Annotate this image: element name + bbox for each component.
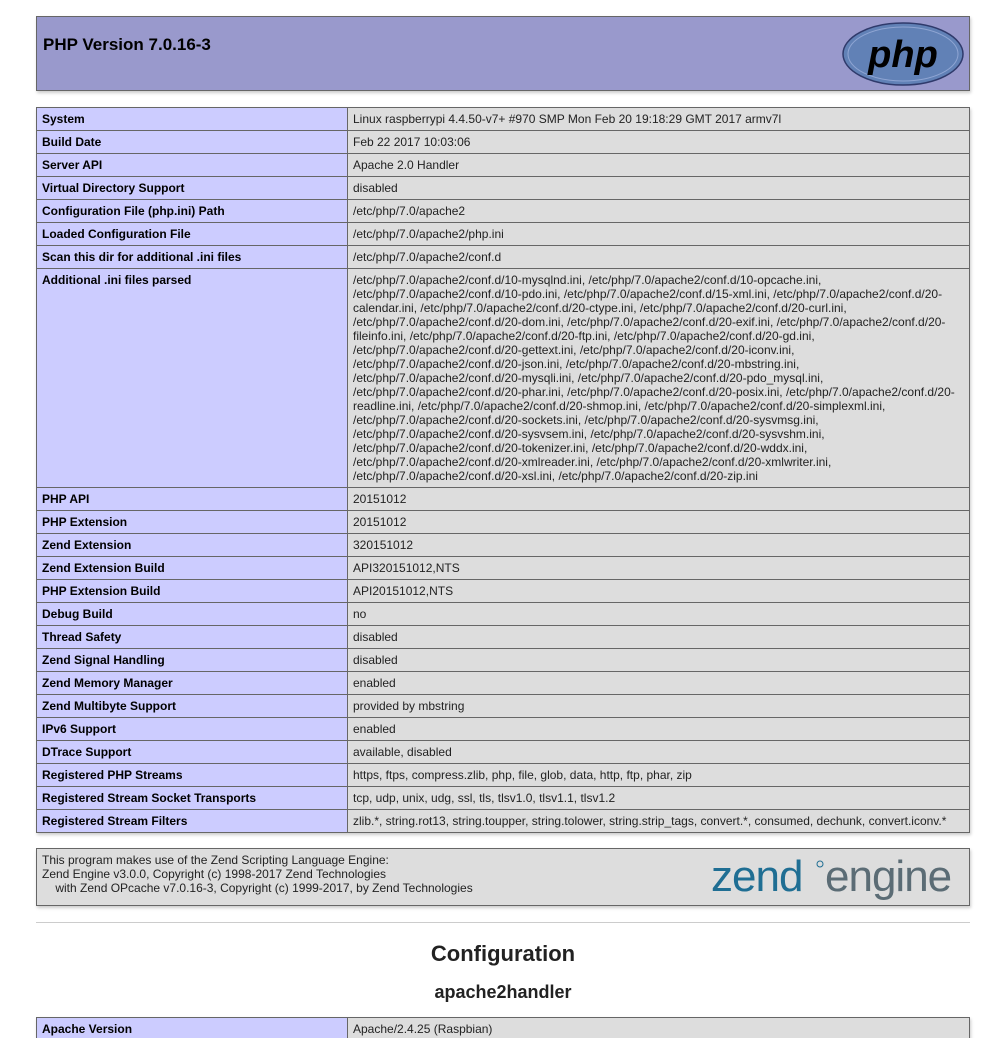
phpinfo-page (36, 16, 970, 1038)
row-label: IPv6 Support (37, 718, 348, 741)
zend-logo-word: zend (711, 854, 803, 901)
table-row (37, 269, 970, 488)
table-row (37, 534, 970, 557)
module-heading: apache2handler (434, 982, 572, 1002)
table-row (37, 200, 970, 223)
zend-engine-box (36, 848, 970, 906)
table-row (37, 741, 970, 764)
row-label: Zend Multibyte Support (37, 695, 348, 718)
row-value: Apache/2.4.25 (Raspbian) (348, 1018, 970, 1038)
row-label: DTrace Support (37, 741, 348, 764)
configuration-heading: Configuration (430, 941, 576, 966)
table-row (37, 810, 970, 833)
row-value: /etc/php/7.0/apache2 (348, 200, 970, 223)
row-value: enabled (348, 718, 970, 741)
row-label: PHP API (37, 488, 348, 511)
row-value: tcp, udp, unix, udg, ssl, tls, tlsv1.0, tlsv1.1, tlsv1.2 (348, 787, 970, 810)
table-row (37, 649, 970, 672)
registered-mark-icon (817, 861, 823, 867)
row-value: Apache 2.0 Handler (348, 154, 970, 177)
row-label: Thread Safety (37, 626, 348, 649)
php-logo-text: php (868, 34, 938, 76)
table-row (37, 154, 970, 177)
table-row (37, 108, 970, 131)
table-row (37, 580, 970, 603)
apache-config-table (36, 1017, 970, 1038)
row-value: Linux raspberrypi 4.4.50-v7+ #970 SMP Mon Feb 20 19:18:29 GMT 2017 armv7l (348, 108, 970, 131)
row-label: Server API (37, 154, 348, 177)
row-label: Zend Memory Manager (37, 672, 348, 695)
zend-engine-logo-icon[interactable] (711, 854, 965, 902)
table-row (37, 488, 970, 511)
info-table (36, 107, 970, 833)
row-label: Scan this dir for additional .ini files (37, 246, 348, 269)
zend-credit-line: Zend Engine v3.0.0, Copyright (c) 1998-2017 Zend Technologies (42, 867, 386, 881)
zend-credit-line: This program makes use of the Zend Scripting Language Engine: (42, 853, 389, 867)
table-row (37, 223, 970, 246)
section-divider (36, 922, 970, 923)
row-label: Registered Stream Filters (37, 810, 348, 833)
row-label: Zend Extension (37, 534, 348, 557)
row-value: zlib.*, string.rot13, string.toupper, string.tolower, string.strip_tags, convert.*, consumed, dechunk, convert.iconv.* (348, 810, 970, 833)
row-value: disabled (348, 626, 970, 649)
row-label: Additional .ini files parsed (37, 269, 348, 488)
info-table-body (37, 108, 970, 833)
row-label: Registered PHP Streams (37, 764, 348, 787)
row-label: Loaded Configuration File (37, 223, 348, 246)
row-label: Registered Stream Socket Transports (37, 787, 348, 810)
table-row (37, 177, 970, 200)
table-row (37, 672, 970, 695)
row-value: https, ftps, compress.zlib, php, file, glob, data, http, ftp, phar, zip (348, 764, 970, 787)
table-row (37, 1018, 970, 1038)
row-value: disabled (348, 649, 970, 672)
row-value: 20151012 (348, 511, 970, 534)
row-value: available, disabled (348, 741, 970, 764)
row-label: Zend Extension Build (37, 557, 348, 580)
table-row (37, 603, 970, 626)
table-row (37, 626, 970, 649)
row-value: 320151012 (348, 534, 970, 557)
table-row (37, 131, 970, 154)
row-label: PHP Extension (37, 511, 348, 534)
row-label: Apache Version (37, 1018, 348, 1038)
row-value: enabled (348, 672, 970, 695)
php-version-header (36, 16, 970, 91)
config-table-body (37, 1018, 970, 1038)
row-label: Debug Build (37, 603, 348, 626)
table-row (37, 787, 970, 810)
row-label: Zend Signal Handling (37, 649, 348, 672)
row-value: disabled (348, 177, 970, 200)
php-logo-icon (842, 22, 964, 86)
row-label: Virtual Directory Support (37, 177, 348, 200)
row-label: Configuration File (php.ini) Path (37, 200, 348, 223)
row-value: no (348, 603, 970, 626)
zend-credits (42, 853, 473, 895)
table-row (37, 718, 970, 741)
row-value: 20151012 (348, 488, 970, 511)
table-row (37, 695, 970, 718)
row-value: /etc/php/7.0/apache2/php.ini (348, 223, 970, 246)
table-row (37, 511, 970, 534)
table-row (37, 764, 970, 787)
zend-credit-line: with Zend OPcache v7.0.16-3, Copyright (c) 1999-2017, by Zend Technologies (42, 881, 473, 895)
row-label: Build Date (37, 131, 348, 154)
row-value: API20151012,NTS (348, 580, 970, 603)
table-row (37, 246, 970, 269)
row-label: PHP Extension Build (37, 580, 348, 603)
row-value: provided by mbstring (348, 695, 970, 718)
table-row (37, 557, 970, 580)
row-label: System (37, 108, 348, 131)
row-value: API320151012,NTS (348, 557, 970, 580)
row-value: /etc/php/7.0/apache2/conf.d/10-mysqlnd.ini, /etc/php/7.0/apache2/conf.d/10-opcache.ini, /etc/php/7.0/apache2/conf.d/10-pdo.ini, /etc/php/7.0/apache2/conf.d/15-xml.ini, /etc/php/7.0/apache2/conf.d/20-calendar.ini, /etc/php/7.0/apache2/conf.d/20-ctype.ini, /etc/php/7.0/apache2/conf.d/20-curl.ini, /etc/php/7.0/apache2/conf.d/20-dom.ini, /etc/php/7.0/apache2/conf.d/20-exif.ini, /etc/php/7.0/apache2/conf.d/20-fileinfo.ini, /etc/php/7.0/apache2/conf.d/20-ftp.ini, /etc/php/7.0/apache2/conf.d/20-gd.ini, /etc/php/7.0/apache2/conf.d/20-gettext.ini, /etc/php/7.0/apache2/conf.d/20-iconv.ini, /etc/php/7.0/apache2/conf.d/20-json.ini, /etc/php/7.0/apache2/conf.d/20-mbstring.ini, /etc/php/7.0/apache2/conf.d/20-mysqli.ini, /etc/php/7.0/apache2/conf.d/20-pdo_mysql.ini, /etc/php/7.0/apache2/conf.d/20-phar.ini, /etc/php/7.0/apache2/conf.d/20-posix.ini, /etc/php/7.0/apache2/conf.d/20-readline.ini, /etc/php/7.0/apache2/conf.d/20-shmop.ini, /etc/php/7.0/apache2/conf.d/20-simplexml.ini, /etc/php/7.0/apache2/conf.d/20-sockets.ini, /etc/php/7.0/apache2/conf.d/20-sysvmsg.ini, /etc/php/7.0/apache2/conf.d/20-sysvsem.ini, /etc/php/7.0/apache2/conf.d/20-sysvshm.ini, /etc/php/7.0/apache2/conf.d/20-tokenizer.ini, /etc/php/7.0/apache2/conf.d/20-wddx.ini, /etc/php/7.0/apache2/conf.d/20-xmlreader.ini, /etc/php/7.0/apache2/conf.d/20-xmlwriter.ini, /etc/php/7.0/apache2/conf.d/20-xsl.ini, /etc/php/7.0/apache2/conf.d/20-zip.ini (348, 269, 970, 488)
page-title: PHP Version 7.0.16-3 (43, 35, 211, 54)
row-value: /etc/php/7.0/apache2/conf.d (348, 246, 970, 269)
engine-logo-word: engine (825, 854, 952, 901)
row-value: Feb 22 2017 10:03:06 (348, 131, 970, 154)
